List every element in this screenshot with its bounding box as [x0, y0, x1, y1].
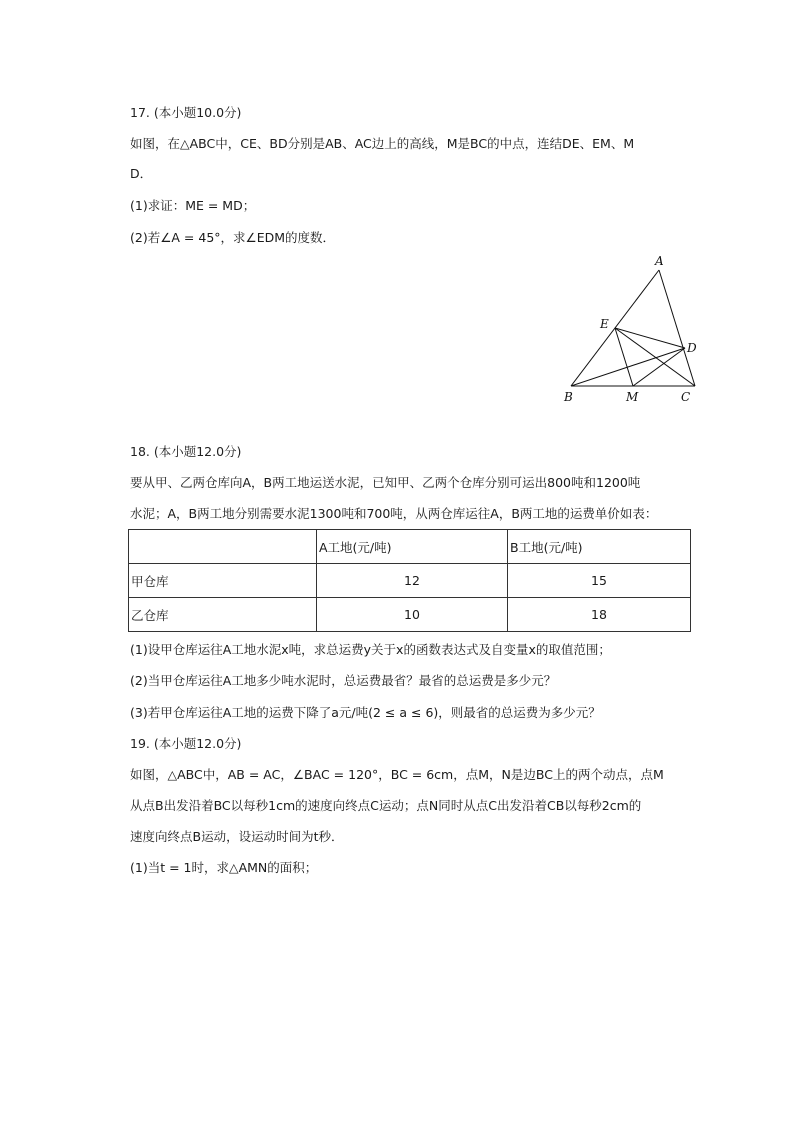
label-D: D	[687, 341, 697, 355]
segment-EM	[615, 328, 633, 386]
q19-part1: (1)当t = 1时，求△AMN的面积；	[130, 860, 318, 875]
table-cell: 18	[508, 598, 691, 632]
label-B: B	[564, 390, 573, 404]
table-cell: 甲仓库	[129, 564, 317, 598]
triangle-figure	[555, 250, 705, 410]
label-A: A	[655, 254, 664, 268]
label-C: C	[681, 390, 691, 404]
table-row	[129, 564, 691, 598]
table-row	[129, 598, 691, 632]
segment-MD	[633, 348, 685, 386]
table-cell: 12	[317, 564, 508, 598]
segment-AC	[659, 270, 695, 386]
q17-text-line2: D．	[130, 166, 153, 181]
segment-BD	[571, 348, 685, 386]
q17-header: 17. (本小题10.0分)	[130, 105, 242, 120]
q17-text-line1: 如图，在△ABC中，CE、BD分别是AB、AC边上的高线，M是BC的中点，连结DE、EM、M	[130, 136, 635, 151]
q17-part2: (2)若∠A = 45°，求∠EDM的度数．	[130, 230, 336, 245]
q17-part1: (1)求证：ME = MD；	[130, 198, 256, 213]
segment-DE	[615, 328, 685, 348]
q18-part3: (3)若甲仓库运往A工地的运费下降了a元/吨(2 ≤ a ≤ 6)，则最省的总运费为多少元？	[130, 705, 601, 720]
label-E: E	[600, 317, 609, 331]
q18-part2: (2)当甲仓库运往A工地多少吨水泥时，总运费最省？最省的总运费是多少元？	[130, 673, 557, 688]
table-cell: 10	[317, 598, 508, 632]
table-cell: 15	[508, 564, 691, 598]
segment-CE	[615, 328, 695, 386]
table-header-cell: B工地(元/吨)	[508, 530, 691, 564]
q19-text-line1: 如图，△ABC中，AB = AC，∠BAC = 120°，BC = 6cm，点M，N是边BC上的两个动点，点M	[130, 767, 664, 782]
q19-text-line2: 从点B出发沿着BC以每秒1cm的速度向终点C运动；点N同时从点C出发沿着CB以每秒2cm的	[130, 798, 642, 813]
q18-text-line2: 水泥；A，B两工地分别需要水泥1300吨和700吨，从两仓库运往A，B两工地的运费单价如表：	[130, 506, 658, 521]
q19-header: 19. (本小题12.0分)	[130, 736, 242, 751]
label-M: M	[626, 390, 639, 404]
q18-part1: (1)设甲仓库运往A工地水泥x吨，求总运费y关于x的函数表达式及自变量x的取值范围；	[130, 642, 611, 657]
q19-text-line3: 速度向终点B运动，设运动时间为t秒．	[130, 829, 344, 844]
q18-text-line1: 要从甲、乙两仓库向A，B两工地运送水泥，已知甲、乙两个仓库分别可运出800吨和1200吨	[130, 475, 641, 490]
table-header-cell	[129, 530, 317, 564]
table-header-row	[129, 530, 691, 564]
q18-header: 18. (本小题12.0分)	[130, 444, 242, 459]
table-header-cell: A工地(元/吨)	[317, 530, 508, 564]
freight-cost-table	[128, 529, 691, 632]
table-cell: 乙仓库	[129, 598, 317, 632]
